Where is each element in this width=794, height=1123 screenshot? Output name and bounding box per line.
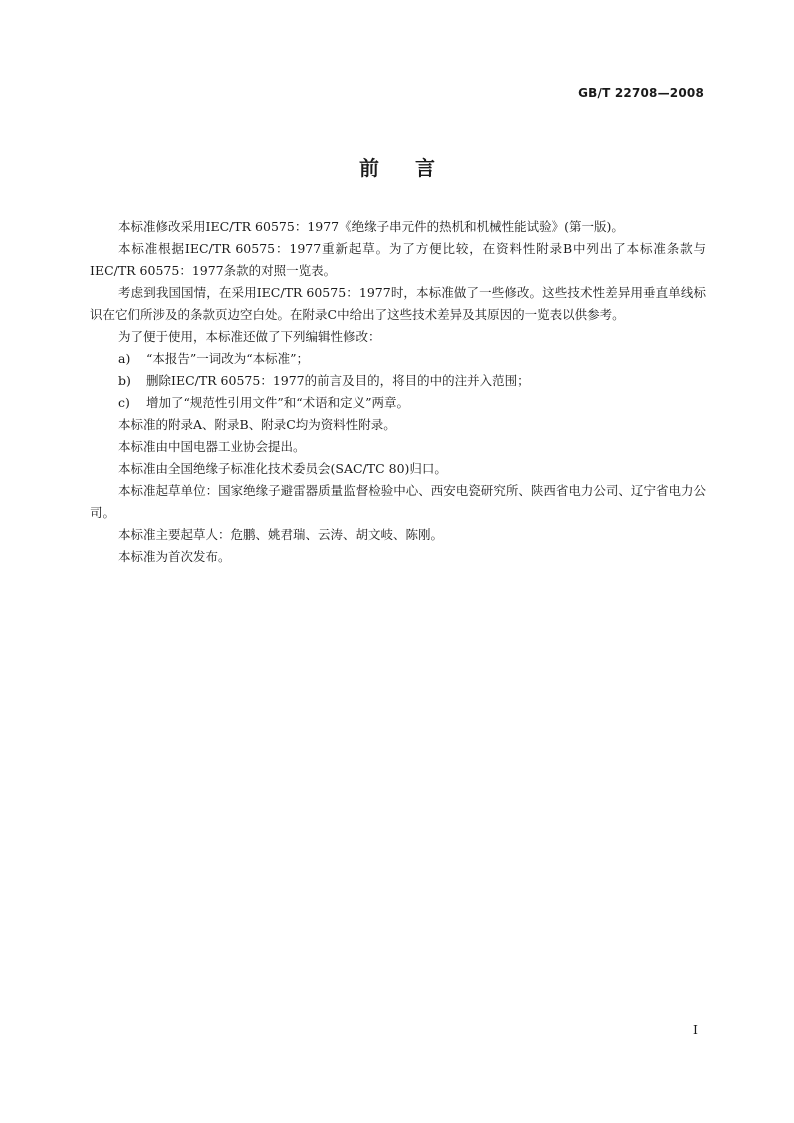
- paragraph-drafting-organizations: 本标准起草单位：国家绝缘子避雷器质量监督检验中心、西安电瓷研究所、陕西省电力公司、辽宁省电力公司。: [90, 483, 706, 520]
- paragraph-annexes: 本标准的附录A、附录B、附录C均为资料性附录。: [118, 417, 396, 432]
- list-item-text: 增加了“规范性引用文件”和“术语和定义”两章。: [146, 395, 410, 410]
- paragraph-under-jurisdiction: 本标准由全国绝缘子标准化技术委员会(SAC/TC 80)归口。: [118, 461, 447, 476]
- paragraph-drafters: 本标准主要起草人：危鹏、姚君瑞、云涛、胡文岐、陈刚。: [118, 527, 444, 542]
- paragraph-first-issue: 本标准为首次发布。: [118, 549, 231, 564]
- standard-number: GB/T 22708—2008: [578, 86, 704, 100]
- paragraph-drafting: 本标准根据IEC/TR 60575：1977重新起草。为了方便比较，在资料性附录B中列出了本标准条款与IEC/TR 60575：1977条款的对照一览表。: [90, 241, 706, 278]
- list-item: [90, 370, 706, 392]
- paragraph-adoption: 本标准修改采用IEC/TR 60575：1977《绝缘子串元件的热机和机械性能试验》(第一版)。: [118, 219, 624, 234]
- page-title: 前言: [359, 156, 471, 180]
- list-item-label: b): [118, 373, 131, 388]
- paragraph-proposed-by: 本标准由中国电器工业协会提出。: [118, 439, 306, 454]
- paragraph-editorial-intro: 为了便于使用，本标准还做了下列编辑性修改：: [118, 329, 381, 344]
- list-item-text: 删除IEC/TR 60575：1977的前言及目的，将目的中的注并入范围；: [146, 373, 530, 388]
- list-item: [90, 392, 706, 414]
- list-item: [90, 348, 706, 370]
- page-number: I: [693, 1022, 698, 1037]
- list-item-label: c): [118, 395, 130, 410]
- list-item-text: “本报告”一词改为“本标准”；: [146, 351, 310, 366]
- paragraph-technical-differences: 考虑到我国国情，在采用IEC/TR 60575：1977时，本标准做了一些修改。这些技术性差异用垂直单线标识在它们所涉及的条款页边空白处。在附录C中给出了这些技术差异及其原因的一览表以供参考。: [90, 285, 706, 322]
- list-item-label: a): [118, 351, 131, 366]
- foreword-body: [90, 216, 706, 568]
